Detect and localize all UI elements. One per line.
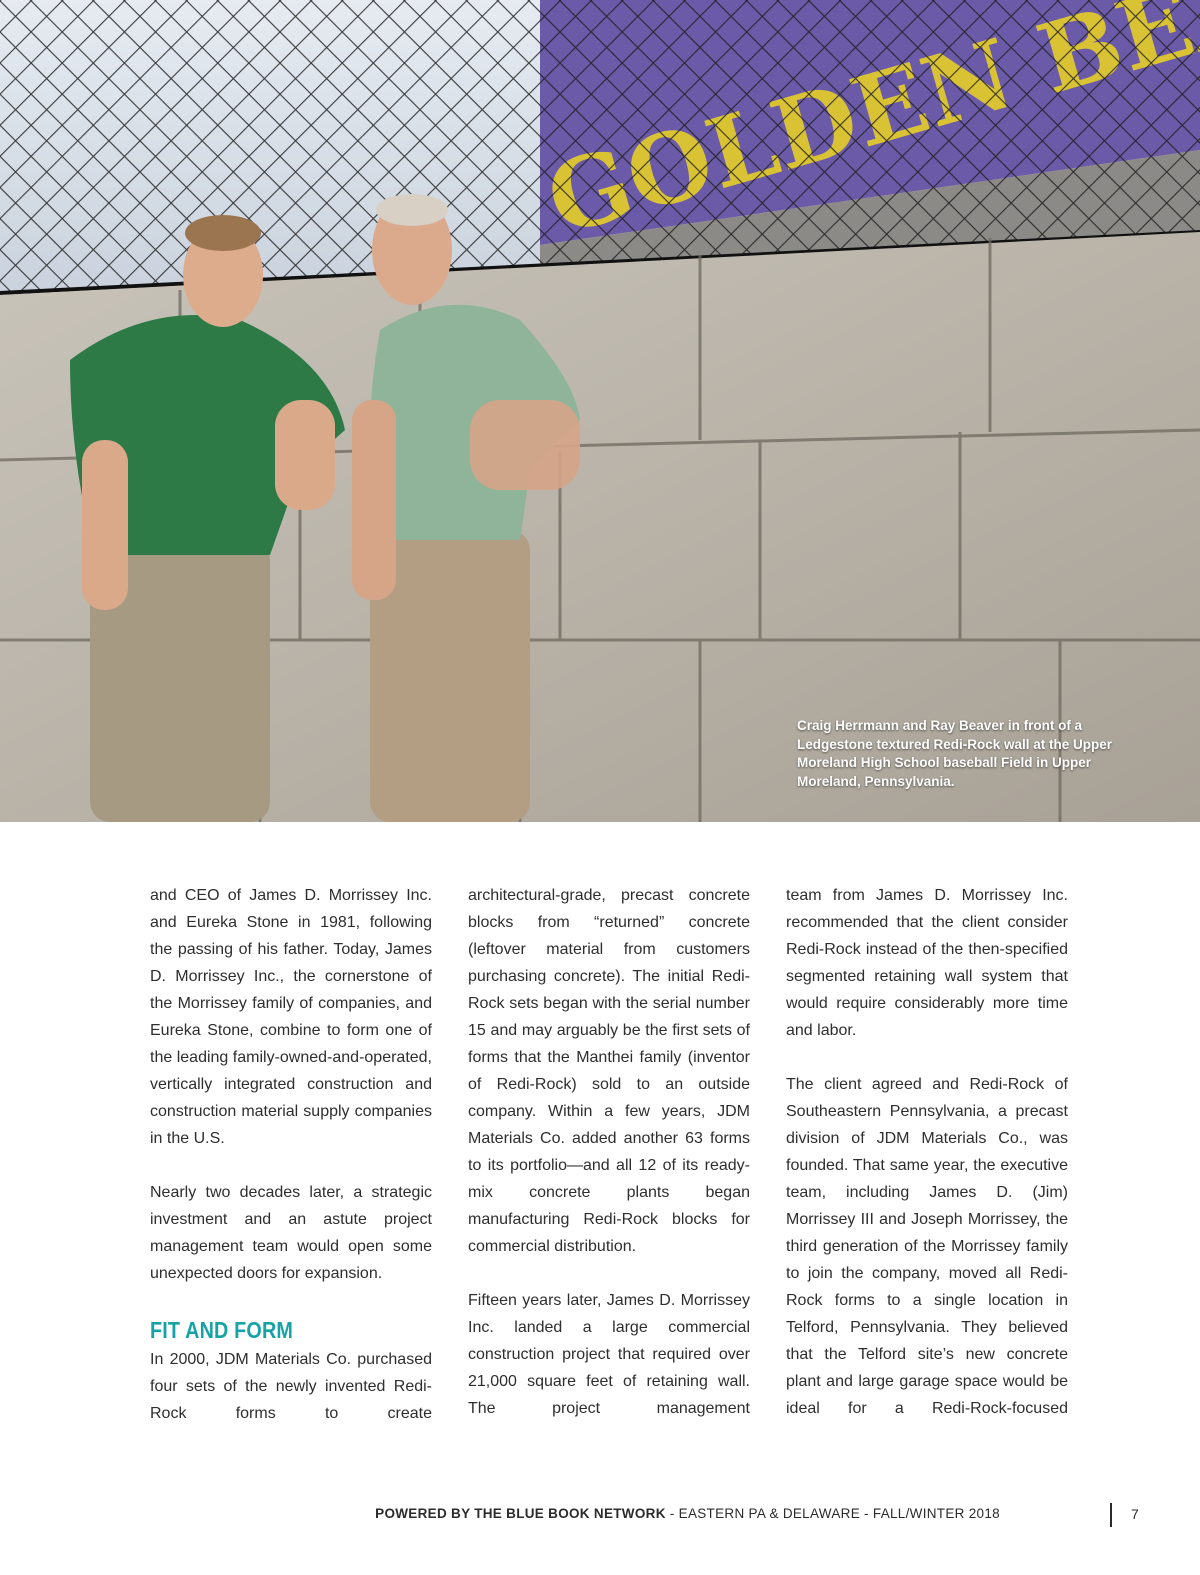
page-footer: [375, 1506, 1000, 1521]
article-column-3: [786, 882, 1068, 1422]
section-heading: FIT AND FORM: [150, 1317, 294, 1343]
paragraph: team from James D. Morrissey Inc. recommended that the client consider Redi-Rock instead of the then-specified segmented retaining wall system that would require considerably more time and labor.: [786, 887, 1068, 1039]
paragraph: In 2000, JDM Materials Co. purchased four sets of the newly invented Redi-Rock forms to create: [150, 1351, 432, 1422]
footer-brand: POWERED BY THE BLUE BOOK NETWORK: [375, 1506, 666, 1521]
paragraph: Fifteen years later, James D. Morrissey Inc. landed a large commercial construction project that required over 21,000 square feet of retaining wall. The project management: [468, 1292, 750, 1417]
footer-divider: [1110, 1503, 1112, 1527]
article-column-2: [468, 882, 750, 1422]
page-number: 7: [1131, 1506, 1139, 1522]
photo-caption: Craig Herrmann and Ray Beaver in front of a Ledgestone textured Redi-Rock wall at the Upper Moreland High School baseball Field in Upper Moreland, Pennsylvania.: [797, 718, 1113, 789]
article-column-1: [150, 882, 432, 1427]
footer-edition: - EASTERN PA & DELAWARE - FALL/WINTER 2018: [665, 1506, 1000, 1521]
paragraph: architectural-grade, precast concrete blocks from “returned” concrete (leftover material from customers purchasing concrete). The initial Redi-Rock sets began with the serial number 15 and may arguably be the first sets of forms that the Manthei family (inventor of Redi-Rock) sold to an outside company. Within a few years, JDM Materials Co. added another 63 forms to its portfolio—and all 12 of its ready-mix concrete plants began manufacturing Redi-Rock blocks for commercial distribution.: [468, 887, 750, 1255]
paragraph: Nearly two decades later, a strategic investment and an astute project management team would open some unexpected doors for expansion.: [150, 1184, 432, 1282]
paragraph: The client agreed and Redi-Rock of Southeastern Pennsylvania, a precast division of JDM Materials Co., was founded. That same year, the executive team, including James D. (Jim) Morrissey III and Joseph Morrissey, the third generation of the Morrissey family to join the company, moved all Redi-Rock forms to a single location in Telford, Pennsylvania. They believed that the Telford site’s new concrete plant and large garage space would be ideal for a Redi-Rock-focused: [786, 1076, 1068, 1417]
paragraph: and CEO of James D. Morrissey Inc. and Eureka Stone in 1981, following the passing of his father. Today, James D. Morrissey Inc., the cornerstone of the Morrissey family of companies, and Eureka Stone, combine to form one of the leading family-owned-and-operated, vertically integrated construction and construction material supply companies in the U.S.: [150, 887, 432, 1147]
